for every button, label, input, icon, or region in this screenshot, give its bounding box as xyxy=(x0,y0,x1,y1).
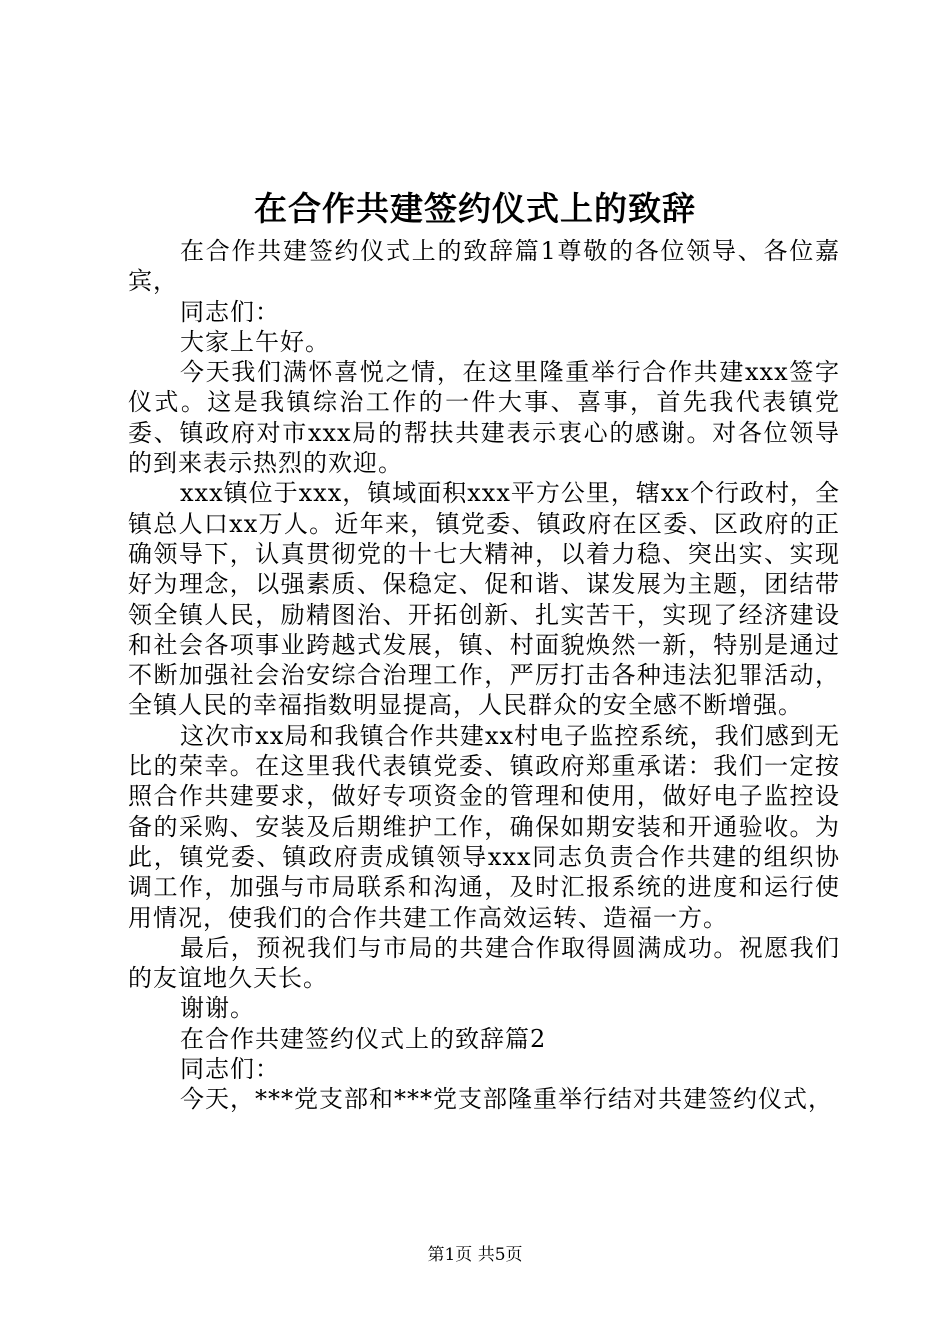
paragraph: xxx镇位于xxx，镇域面积xxx平方公里，辖xx个行政村，全镇总人口xx万人。近年来，镇党委、镇政府在区委、区政府的正确领导下，认真贯彻党的十七大精神，以着力稳、突出实、实现好为理念，以强素质、保稳定、促和谐、谋发展为主题，团结带领全镇人民，励精图治、开拓创新、扎实苦干，实现了经济建设和社会各项事业跨越式发展，镇、村面貌焕然一新，特别是通过不断加强社会治安综合治理工作，严厉打击各种违法犯罪活动，全镇人民的幸福指数明显提高，人民群众的安全感不断增强。 xyxy=(128,479,840,720)
page-number: 第1页 共5页 xyxy=(427,1245,523,1265)
paragraph: 今天，***党支部和***党支部隆重举行结对共建签约仪式， xyxy=(180,1085,833,1114)
paragraph: 同志们： xyxy=(180,297,280,326)
paragraph: 谢谢。 xyxy=(180,994,255,1023)
paragraph: 在合作共建签约仪式上的致辞篇2 xyxy=(180,1024,547,1053)
paragraph: 在合作共建签约仪式上的致辞篇1尊敬的各位领导、各位嘉宾， xyxy=(128,237,840,296)
paragraph: 这次市xx局和我镇合作共建xx村电子监控系统，我们感到无比的荣幸。在这里我代表镇党委、镇政府郑重承诺：我们一定按照合作共建要求，做好专项资金的管理和使用，做好电子监控设备的采购、安装及后期维护工作，确保如期安装和开通验收。为此，镇党委、镇政府责成镇领导xxx同志负责合作共建的组织协调工作，加强与市局联系和沟通，及时汇报系统的进度和运行使用情况，使我们的合作共建工作高效运转、造福一方。 xyxy=(128,721,840,932)
paragraph: 同志们： xyxy=(180,1055,280,1084)
paragraph: 今天我们满怀喜悦之情，在这里隆重举行合作共建xxx签字仪式。这是我镇综治工作的一件大事、喜事，首先我代表镇党委、镇政府对市xxx局的帮扶共建表示衷心的感谢。对各位领导的到来表示热烈的欢迎。 xyxy=(128,358,840,478)
document-title: 在合作共建签约仪式上的致辞 xyxy=(254,189,696,228)
paragraph: 最后，预祝我们与市局的共建合作取得圆满成功。祝愿我们的友谊地久天长。 xyxy=(128,933,840,993)
document-body xyxy=(128,236,840,1115)
paragraph: 大家上午好。 xyxy=(180,327,330,356)
